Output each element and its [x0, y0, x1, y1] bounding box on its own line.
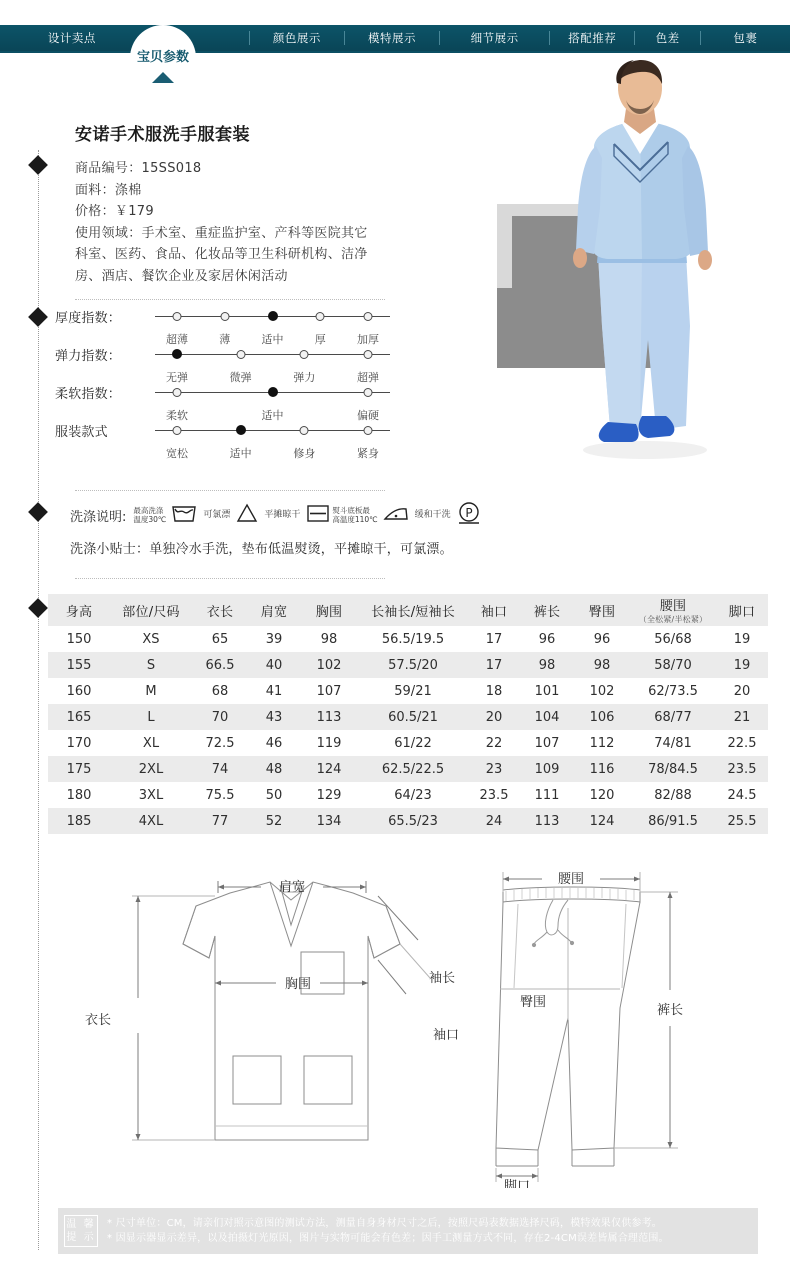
- size-table-header-10: [716, 594, 768, 626]
- table-cell: XS: [110, 626, 192, 652]
- table-cell: 170: [48, 730, 110, 756]
- index-tick-label: 适中: [261, 333, 284, 346]
- index-tick-label: 适中: [229, 447, 252, 460]
- footer-note-1: * 尺寸单位：CM，请亲们对照示意图的测试方法，测量自身身材尺寸之后，按照尺码表数据选择尺码，模特效果仅供参考。: [107, 1218, 662, 1229]
- wash-title: 洗涤说明:: [70, 509, 127, 525]
- index-node[interactable]: [364, 426, 373, 435]
- table-cell: 82/88: [630, 782, 716, 808]
- index-node[interactable]: [300, 350, 309, 359]
- table-cell: 18: [468, 678, 520, 704]
- table-cell: 56.5/19.5: [358, 626, 468, 652]
- table-cell: 98: [300, 626, 358, 652]
- table-cell: 134: [300, 808, 358, 834]
- navbar-underline: [0, 51, 790, 53]
- table-cell: 4XL: [110, 808, 192, 834]
- table-cell: 23.5: [716, 756, 768, 782]
- table-cell: 25.5: [716, 808, 768, 834]
- table-cell: 75.5: [192, 782, 248, 808]
- label-bust: 胸围: [284, 977, 312, 992]
- table-cell: 66.5: [192, 652, 248, 678]
- info-line: 房、酒店、餐饮企业及家居休闲活动: [75, 268, 288, 284]
- iron-temp-line2: 高温度110℃: [332, 515, 378, 524]
- table-cell: 185: [48, 808, 110, 834]
- index-node[interactable]: [236, 350, 245, 359]
- size-table-header-row: [48, 594, 768, 626]
- dryclean-p-icon: [457, 501, 481, 529]
- table-cell: 98: [574, 652, 630, 678]
- index-slider-2: [55, 381, 395, 422]
- table-cell: 60.5/21: [358, 704, 468, 730]
- divider-after-indices: [75, 490, 385, 491]
- header-label: 衣长: [206, 604, 234, 620]
- divider-after-info: [75, 299, 385, 300]
- index-tick-label: 修身: [293, 447, 316, 460]
- table-cell: 22.5: [716, 730, 768, 756]
- info-line: 使用领域：手术室、重症监护室、产科等医院其它: [75, 225, 368, 241]
- nav-item-7[interactable]: 包裹: [733, 31, 758, 45]
- table-cell: 20: [716, 678, 768, 704]
- product-info-block: [75, 158, 405, 287]
- table-cell: 2XL: [110, 756, 192, 782]
- footer-tag-line2: 提 示: [66, 1232, 96, 1243]
- table-cell: 101: [520, 678, 574, 704]
- index-node[interactable]: [364, 312, 373, 321]
- rail-marker-sizetable: [28, 598, 48, 618]
- info-line: 面料：涤棉: [75, 182, 142, 198]
- table-cell: 41: [248, 678, 300, 704]
- table-row: [48, 756, 768, 782]
- size-table-header-2: [192, 594, 248, 626]
- index-node[interactable]: [173, 426, 182, 435]
- index-tick-label: 无弹: [166, 371, 188, 384]
- table-cell: 23.5: [468, 782, 520, 808]
- table-cell: 48: [248, 756, 300, 782]
- size-table-header-9: [630, 594, 716, 626]
- divider-after-wash: [75, 578, 385, 579]
- index-tick-label: 适中: [261, 409, 284, 422]
- nav-item-4[interactable]: 细节展示: [470, 31, 519, 45]
- label-shoulder-width: 肩宽: [278, 880, 306, 895]
- rail-marker-indices: [28, 307, 48, 327]
- table-cell: 65: [192, 626, 248, 652]
- footer-notes: [107, 1216, 669, 1246]
- table-cell: 72.5: [192, 730, 248, 756]
- table-cell: 56/68: [630, 626, 716, 652]
- index-node[interactable]: [316, 312, 325, 321]
- table-row: [48, 678, 768, 704]
- index-tick-label: 弹力: [293, 371, 316, 384]
- nav-item-3[interactable]: 模特展示: [368, 31, 417, 45]
- size-table-header-8: [574, 594, 630, 626]
- index-tick-label: 薄: [219, 333, 231, 346]
- size-table-header-3: [248, 594, 300, 626]
- table-cell: 104: [520, 704, 574, 730]
- index-slider-0: [55, 305, 395, 346]
- wash-tip: 洗涤小贴士：单独冷水手洗，垫布低温熨烫，平摊晾干，可氯漂。: [70, 542, 453, 557]
- index-slider-track[interactable]: [155, 316, 390, 346]
- info-line: 商品编号：15SS018: [75, 161, 202, 176]
- table-cell: 102: [574, 678, 630, 704]
- header-label: 胸围: [315, 604, 343, 620]
- table-cell: XL: [110, 730, 192, 756]
- table-cell: 150: [48, 626, 110, 652]
- size-table-header-6: [468, 594, 520, 626]
- wash-temp-line2: 温度30℃: [133, 515, 167, 524]
- table-cell: 68/77: [630, 704, 716, 730]
- dryclean-caption: 缓和干洗: [414, 509, 451, 520]
- header-label: 脚口: [728, 604, 756, 620]
- label-hip: 臀围: [519, 995, 547, 1010]
- index-tick-label: 厚: [314, 333, 326, 346]
- iron-temp-caption: [332, 506, 377, 524]
- index-tick-label: 超薄: [166, 333, 188, 346]
- header-label: 腰围: [659, 599, 687, 614]
- table-cell: 17: [468, 626, 520, 652]
- nav-active-label: 宝贝参数: [136, 49, 189, 65]
- table-cell: 62.5/22.5: [358, 756, 468, 782]
- table-cell: 43: [248, 704, 300, 730]
- header-label: 裤长: [533, 604, 561, 620]
- table-cell: 113: [520, 808, 574, 834]
- index-node[interactable]: [173, 388, 182, 397]
- size-table-header-4: [300, 594, 358, 626]
- table-cell: 50: [248, 782, 300, 808]
- table-cell: 46: [248, 730, 300, 756]
- table-cell: 24: [468, 808, 520, 834]
- table-cell: 39: [248, 626, 300, 652]
- table-cell: 68: [192, 678, 248, 704]
- wash-temp-caption: [133, 506, 166, 524]
- header-label: 臀围: [588, 604, 616, 620]
- label-garment-length: 衣长: [84, 1013, 112, 1028]
- nav-active-caret-icon: [152, 72, 174, 83]
- index-slider-track[interactable]: [155, 392, 390, 422]
- table-row: [48, 808, 768, 834]
- table-cell: 70: [192, 704, 248, 730]
- table-cell: 116: [574, 756, 630, 782]
- table-cell: 111: [520, 782, 574, 808]
- index-node[interactable]: [364, 350, 373, 359]
- svg-text:P: P: [465, 506, 473, 520]
- size-table-header-7: [520, 594, 574, 626]
- table-cell: M: [110, 678, 192, 704]
- table-cell: 155: [48, 652, 110, 678]
- section-navbar: [0, 25, 790, 51]
- index-node-selected[interactable]: [268, 311, 278, 321]
- index-node-selected[interactable]: [236, 425, 246, 435]
- size-table-header-5: [358, 594, 468, 626]
- footer-note-2: * 因显示器显示差异，以及拍摄灯光原因，图片与实物可能会有色差；因手工测量方式不同，存在2-4CM误差皆属合理范围。: [107, 1233, 669, 1244]
- table-cell: 112: [574, 730, 630, 756]
- index-node[interactable]: [220, 312, 229, 321]
- table-cell: 19: [716, 652, 768, 678]
- index-tick-label: 超弹: [357, 371, 379, 384]
- table-cell: 58/70: [630, 652, 716, 678]
- label-sleeve-length: 袖长: [428, 971, 456, 986]
- table-row: [48, 704, 768, 730]
- table-cell: 21: [716, 704, 768, 730]
- header-label: 肩宽: [260, 604, 288, 620]
- table-cell: 77: [192, 808, 248, 834]
- index-node[interactable]: [300, 426, 309, 435]
- header-sublabel: （全松紧/半松紧）: [638, 615, 708, 624]
- table-cell: 52: [248, 808, 300, 834]
- table-cell: 119: [300, 730, 358, 756]
- table-cell: 165: [48, 704, 110, 730]
- size-table-header-1: [110, 594, 192, 626]
- table-cell: 175: [48, 756, 110, 782]
- table-row: [48, 782, 768, 808]
- flat-dry-icon: [306, 503, 330, 527]
- index-tick-label: 加厚: [357, 333, 379, 346]
- table-cell: 102: [300, 652, 358, 678]
- info-line: 科室、医药、食品、化妆品等卫生科研机构、洁净: [75, 247, 368, 262]
- table-cell: 78/84.5: [630, 756, 716, 782]
- table-cell: 20: [468, 704, 520, 730]
- index-node-selected[interactable]: [172, 349, 182, 359]
- footer-tag-line1: 温 馨: [66, 1219, 96, 1230]
- table-cell: L: [110, 704, 192, 730]
- measurement-diagrams: [48, 848, 753, 1188]
- table-cell: 62/73.5: [630, 678, 716, 704]
- footer-tag: [64, 1215, 98, 1247]
- index-slider-3: [55, 419, 395, 460]
- nav-item-0[interactable]: 设计卖点: [47, 31, 96, 45]
- index-tick-label: 偏硬: [357, 409, 379, 422]
- table-cell: 57.5/20: [358, 652, 468, 678]
- table-cell: 3XL: [110, 782, 192, 808]
- table-cell: 96: [520, 626, 574, 652]
- index-node[interactable]: [173, 312, 182, 321]
- rail-marker-wash: [28, 502, 48, 522]
- index-slider-track[interactable]: [155, 354, 390, 384]
- page-title: 安诺手术服洗手服套装: [75, 125, 250, 145]
- table-cell: 65.5/23: [358, 808, 468, 834]
- table-cell: 61/22: [358, 730, 468, 756]
- table-cell: 22: [468, 730, 520, 756]
- header-label: 身高: [65, 604, 93, 620]
- table-row: [48, 652, 768, 678]
- header-label: 袖口: [480, 604, 508, 620]
- index-sliders: [55, 305, 395, 460]
- label-leg-opening: 脚口: [503, 1179, 531, 1188]
- wash-tub-icon: [171, 503, 197, 527]
- iron-temp-line1: 熨斗底板最: [332, 506, 370, 515]
- table-cell: 23: [468, 756, 520, 782]
- table-cell: 17: [468, 652, 520, 678]
- index-node[interactable]: [364, 388, 373, 397]
- index-tick-label: 紧身: [357, 447, 379, 460]
- size-table-body: [48, 626, 768, 834]
- table-cell: S: [110, 652, 192, 678]
- info-line: 价格：￥179: [75, 204, 154, 219]
- table-cell: 96: [574, 626, 630, 652]
- table-cell: 113: [300, 704, 358, 730]
- table-cell: 98: [520, 652, 574, 678]
- table-cell: 74: [192, 756, 248, 782]
- index-slider-label: 柔软指数：: [55, 387, 122, 402]
- table-row: [48, 730, 768, 756]
- header-label: 长袖长/短袖长: [371, 604, 455, 620]
- table-cell: 86/91.5: [630, 808, 716, 834]
- table-cell: 64/23: [358, 782, 468, 808]
- index-slider-label: 弹力指数：: [55, 349, 122, 364]
- bleach-caption: 可氯漂: [203, 509, 231, 520]
- nav-item-5[interactable]: 搭配推荐: [568, 31, 617, 45]
- index-tick-label: 微弹: [229, 371, 252, 384]
- index-slider-track[interactable]: [155, 430, 390, 460]
- table-cell: 59/21: [358, 678, 468, 704]
- size-table-header-0: [48, 594, 110, 626]
- nav-item-6[interactable]: 色差: [655, 31, 680, 45]
- table-cell: 40: [248, 652, 300, 678]
- label-cuff: 袖口: [432, 1028, 460, 1043]
- index-tick-label: 柔软: [166, 409, 188, 422]
- table-cell: 124: [574, 808, 630, 834]
- table-cell: 180: [48, 782, 110, 808]
- index-slider-1: [55, 343, 395, 384]
- index-slider-label: 厚度指数：: [55, 311, 122, 326]
- header-label: 部位/尺码: [122, 604, 180, 620]
- label-waist: 腰围: [557, 872, 585, 887]
- size-table: [48, 594, 768, 834]
- wash-temp-line1: 最高洗涤: [133, 506, 164, 515]
- footer-note-box: [58, 1208, 758, 1254]
- table-cell: 24.5: [716, 782, 768, 808]
- table-cell: 107: [300, 678, 358, 704]
- nav-item-2[interactable]: 颜色展示: [272, 31, 321, 45]
- table-cell: 124: [300, 756, 358, 782]
- table-cell: 109: [520, 756, 574, 782]
- table-cell: 129: [300, 782, 358, 808]
- table-cell: 106: [574, 704, 630, 730]
- size-table-head: [48, 594, 768, 626]
- table-cell: 107: [520, 730, 574, 756]
- table-cell: 74/81: [630, 730, 716, 756]
- model-photo: [490, 58, 790, 490]
- label-pants-length: 裤长: [656, 1003, 684, 1018]
- flatdry-caption: 平摊晾干: [264, 509, 301, 520]
- table-row: [48, 626, 768, 652]
- index-slider-label: 服装款式: [55, 425, 108, 440]
- index-tick-label: 宽松: [166, 447, 188, 460]
- bleach-triangle-icon: [236, 503, 258, 527]
- table-cell: 120: [574, 782, 630, 808]
- index-node-selected[interactable]: [268, 387, 278, 397]
- table-cell: 19: [716, 626, 768, 652]
- table-cell: 160: [48, 678, 110, 704]
- rail-marker-info: [28, 155, 48, 175]
- wash-instructions: [70, 500, 530, 557]
- iron-icon: [383, 504, 409, 526]
